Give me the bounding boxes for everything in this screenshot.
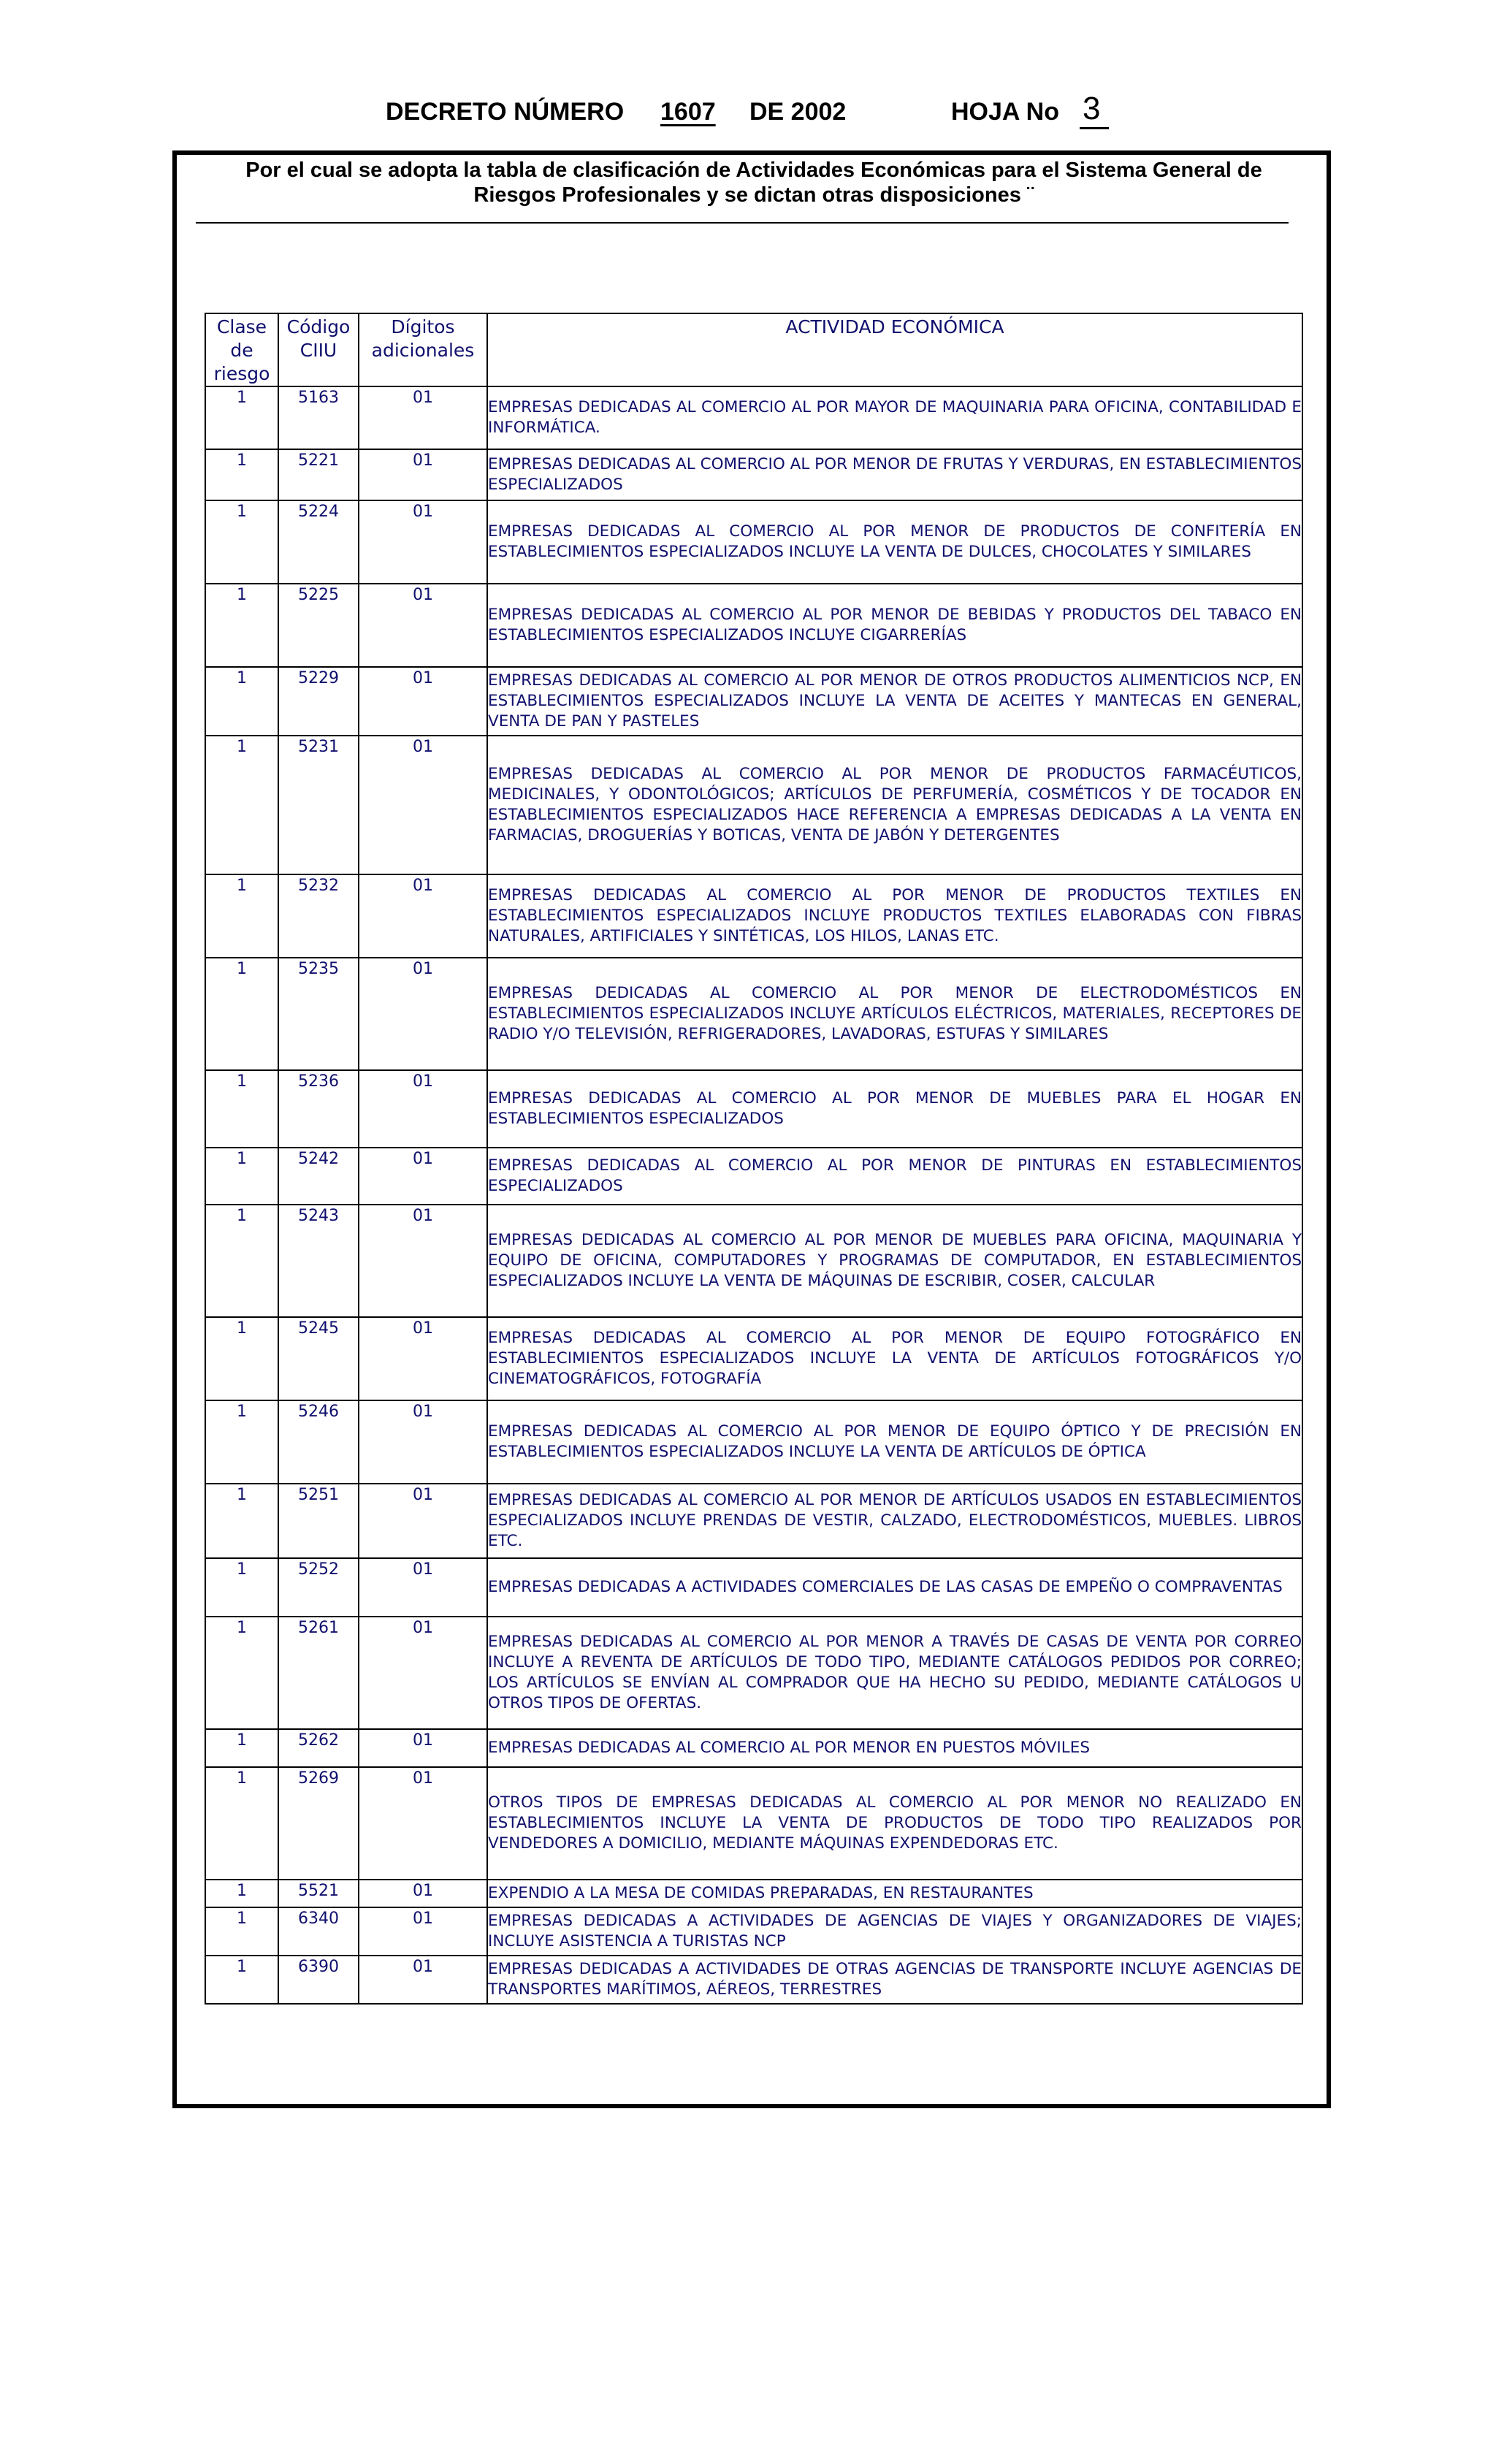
- table-row: [205, 667, 1302, 736]
- cell-actividad: EMPRESAS DEDICADAS AL COMERCIO AL POR MENOR DE BEBIDAS Y PRODUCTOS DEL TABACO EN ESTABLECIMIENTOS ESPECIALIZADOS INCLUYE CIGARRERÍAS: [487, 584, 1302, 667]
- cell-codigo: 5246: [278, 1400, 359, 1484]
- table-row: [205, 1484, 1302, 1558]
- table-row: [205, 958, 1302, 1070]
- cell-digitos: 01: [359, 1400, 487, 1484]
- cell-actividad: EMPRESAS DEDICADAS AL COMERCIO AL POR MENOR A TRAVÉS DE CASAS DE VENTA POR CORREO INCLUYE A REVENTA DE ARTÍCULOS DE TODO TIPO, MEDIANTE CATÁLOGOS PEDIDOS POR CORREO; LOS ARTÍCULOS SE ENVÍAN AL COMPRADOR QUE HA HECHO SU PEDIDO, MEDIANTE CATÁLOGOS U OTROS TIPOS DE OFERTAS.: [487, 1617, 1302, 1729]
- cell-clase: 1: [205, 1729, 278, 1767]
- table-row: [205, 1956, 1302, 2004]
- cell-digitos: 01: [359, 667, 487, 736]
- cell-actividad: EMPRESAS DEDICADAS AL COMERCIO AL POR MENOR DE MUEBLES PARA OFICINA, MAQUINARIA Y EQUIPO DE OFICINA, COMPUTADORES Y PROGRAMAS DE COMPUTADOR, EN ESTABLECIMIENTOS ESPECIALIZADOS INCLUYE LA VENTA DE MÁQUINAS DE ESCRIBIR, COSER, CALCULAR: [487, 1205, 1302, 1317]
- cell-digitos: 01: [359, 1767, 487, 1880]
- cell-codigo: 5262: [278, 1729, 359, 1767]
- cell-actividad: OTROS TIPOS DE EMPRESAS DEDICADAS AL COMERCIO AL POR MENOR NO REALIZADO EN ESTABLECIMIENTOS INCLUYE LA VENTA DE PRODUCTOS DE TODO TIPO REALIZADOS POR VENDEDORES A DOMICILIO, MEDIANTE MÁQUINAS EXPENDEDORAS ETC.: [487, 1767, 1302, 1880]
- cell-digitos: 01: [359, 500, 487, 584]
- cell-digitos: 01: [359, 736, 487, 874]
- cell-digitos: 01: [359, 1729, 487, 1767]
- cell-digitos: 01: [359, 1880, 487, 1907]
- cell-clase: 1: [205, 1205, 278, 1317]
- cell-digitos: 01: [359, 874, 487, 958]
- cell-actividad: EMPRESAS DEDICADAS AL COMERCIO AL POR MAYOR DE MAQUINARIA PARA OFICINA, CONTABILIDAD E INFORMÁTICA.: [487, 386, 1302, 449]
- table-body: [205, 386, 1302, 2004]
- cell-codigo: 5242: [278, 1148, 359, 1205]
- cell-actividad: EMPRESAS DEDICADAS A ACTIVIDADES COMERCIALES DE LAS CASAS DE EMPEÑO O COMPRAVENTAS: [487, 1558, 1302, 1617]
- cell-codigo: 5261: [278, 1617, 359, 1729]
- cell-actividad: EMPRESAS DEDICADAS AL COMERCIO AL POR MENOR EN PUESTOS MÓVILES: [487, 1729, 1302, 1767]
- table-row: [205, 1880, 1302, 1907]
- table-header-row: [205, 313, 1302, 386]
- cell-actividad: EMPRESAS DEDICADAS A ACTIVIDADES DE OTRAS AGENCIAS DE TRANSPORTE INCLUYE AGENCIAS DE TRANSPORTES MARÍTIMOS, AÉREOS, TERRESTRES: [487, 1956, 1302, 2004]
- col-header-codigo: Código CIIU: [278, 313, 359, 386]
- hoja-number: 3: [1083, 91, 1101, 126]
- cell-codigo: 5521: [278, 1880, 359, 1907]
- decreto-number: 1607: [660, 98, 716, 126]
- cell-codigo: 5229: [278, 667, 359, 736]
- cell-clase: 1: [205, 1880, 278, 1907]
- cell-codigo: 5235: [278, 958, 359, 1070]
- cell-codigo: 5163: [278, 386, 359, 449]
- cell-clase: 1: [205, 667, 278, 736]
- document-header: [0, 86, 1496, 137]
- cell-actividad: EMPRESAS DEDICADAS A ACTIVIDADES DE AGENCIAS DE VIAJES Y ORGANIZADORES DE VIAJES; INCLUYE ASISTENCIA A TURISTAS NCP: [487, 1907, 1302, 1956]
- document-subtitle: Por el cual se adopta la tabla de clasificación de Actividades Económicas para el Sistema General de Riesgos Profesionales y se dictan otras disposiciones ¨: [245, 159, 1262, 207]
- cell-codigo: 5245: [278, 1317, 359, 1400]
- cell-actividad: EMPRESAS DEDICADAS AL COMERCIO AL POR MENOR DE MUEBLES PARA EL HOGAR EN ESTABLECIMIENTOS ESPECIALIZADOS: [487, 1070, 1302, 1148]
- cell-digitos: 01: [359, 449, 487, 500]
- decreto-year: DE 2002: [749, 98, 847, 126]
- cell-clase: 1: [205, 958, 278, 1070]
- cell-clase: 1: [205, 1956, 278, 2004]
- cell-actividad: EMPRESAS DEDICADAS AL COMERCIO AL POR MENOR DE ELECTRODOMÉSTICOS EN ESTABLECIMIENTOS ESPECIALIZADOS INCLUYE ARTÍCULOS ELÉCTRICOS, MATERIALES, RECEPTORES DE RADIO Y/O TELEVISIÓN, REFRIGERADORES, LAVADORAS, ESTUFAS Y SIMILARES: [487, 958, 1302, 1070]
- cell-actividad: EMPRESAS DEDICADAS AL COMERCIO AL POR MENOR DE PRODUCTOS TEXTILES EN ESTABLECIMIENTOS ESPECIALIZADOS INCLUYE PRODUCTOS TEXTILES ELABORADAS CON FIBRAS NATURALES, ARTIFICIALES Y SINTÉTICAS, LOS HILOS, LANAS ETC.: [487, 874, 1302, 958]
- cell-clase: 1: [205, 1400, 278, 1484]
- table-row: [205, 1907, 1302, 1956]
- subtitle-divider: [196, 222, 1289, 224]
- cell-actividad: EMPRESAS DEDICADAS AL COMERCIO AL POR MENOR DE PINTURAS EN ESTABLECIMIENTOS ESPECIALIZADOS: [487, 1148, 1302, 1205]
- cell-clase: 1: [205, 1767, 278, 1880]
- table-row: [205, 1558, 1302, 1617]
- table-row: [205, 500, 1302, 584]
- cell-digitos: 01: [359, 1956, 487, 2004]
- cell-codigo: 5232: [278, 874, 359, 958]
- cell-codigo: 5225: [278, 584, 359, 667]
- cell-codigo: 5243: [278, 1205, 359, 1317]
- cell-codigo: 5231: [278, 736, 359, 874]
- table-row: [205, 736, 1302, 874]
- cell-clase: 1: [205, 449, 278, 500]
- cell-actividad: EXPENDIO A LA MESA DE COMIDAS PREPARADAS, EN RESTAURANTES: [487, 1880, 1302, 1907]
- cell-codigo: 5269: [278, 1767, 359, 1880]
- cell-clase: 1: [205, 584, 278, 667]
- activity-table: [205, 313, 1303, 2005]
- table-row: [205, 1070, 1302, 1148]
- cell-codigo: 5221: [278, 449, 359, 500]
- table-row: [205, 1317, 1302, 1400]
- table-row: [205, 1400, 1302, 1484]
- cell-codigo: 5236: [278, 1070, 359, 1148]
- cell-digitos: 01: [359, 1558, 487, 1617]
- cell-actividad: EMPRESAS DEDICADAS AL COMERCIO AL POR MENOR DE FRUTAS Y VERDURAS, EN ESTABLECIMIENTOS ESPECIALIZADOS: [487, 449, 1302, 500]
- table-row: [205, 584, 1302, 667]
- cell-digitos: 01: [359, 386, 487, 449]
- col-header-clase: Clase de riesgo: [205, 313, 278, 386]
- cell-actividad: EMPRESAS DEDICADAS AL COMERCIO AL POR MENOR DE OTROS PRODUCTOS ALIMENTICIOS NCP, EN ESTABLECIMIENTOS ESPECIALIZADOS INCLUYE LA VENTA DE ACEITES Y MANTECAS EN GENERAL, VENTA DE PAN Y PASTELES: [487, 667, 1302, 736]
- cell-clase: 1: [205, 1617, 278, 1729]
- cell-digitos: 01: [359, 958, 487, 1070]
- table-row: [205, 1767, 1302, 1880]
- hoja-underline: [1080, 127, 1109, 129]
- cell-digitos: 01: [359, 1205, 487, 1317]
- activity-table-container: [205, 313, 1302, 2005]
- cell-actividad: EMPRESAS DEDICADAS AL COMERCIO AL POR MENOR DE EQUIPO ÓPTICO Y DE PRECISIÓN EN ESTABLECIMIENTOS ESPECIALIZADOS INCLUYE LA VENTA DE ARTÍCULOS DE ÓPTICA: [487, 1400, 1302, 1484]
- hoja-label: HOJA No: [951, 98, 1059, 126]
- cell-clase: 1: [205, 874, 278, 958]
- cell-digitos: 01: [359, 1317, 487, 1400]
- cell-clase: 1: [205, 1907, 278, 1956]
- cell-codigo: 5251: [278, 1484, 359, 1558]
- cell-clase: 1: [205, 1148, 278, 1205]
- cell-codigo: 6340: [278, 1907, 359, 1956]
- cell-clase: 1: [205, 386, 278, 449]
- cell-clase: 1: [205, 1317, 278, 1400]
- cell-digitos: 01: [359, 1484, 487, 1558]
- col-header-actividad: ACTIVIDAD ECONÓMICA: [487, 313, 1302, 386]
- cell-codigo: 5252: [278, 1558, 359, 1617]
- cell-clase: 1: [205, 1558, 278, 1617]
- table-row: [205, 874, 1302, 958]
- cell-digitos: 01: [359, 1148, 487, 1205]
- cell-actividad: EMPRESAS DEDICADAS AL COMERCIO AL POR MENOR DE PRODUCTOS DE CONFITERÍA EN ESTABLECIMIENTOS ESPECIALIZADOS INCLUYE LA VENTA DE DULCES, CHOCOLATES Y SIMILARES: [487, 500, 1302, 584]
- table-row: [205, 1205, 1302, 1317]
- cell-digitos: 01: [359, 1907, 487, 1956]
- cell-digitos: 01: [359, 1617, 487, 1729]
- cell-clase: 1: [205, 1484, 278, 1558]
- cell-codigo: 6390: [278, 1956, 359, 2004]
- cell-clase: 1: [205, 500, 278, 584]
- table-row: [205, 1148, 1302, 1205]
- decreto-label: DECRETO NÚMERO: [386, 98, 625, 126]
- table-row: [205, 1617, 1302, 1729]
- cell-actividad: EMPRESAS DEDICADAS AL COMERCIO AL POR MENOR DE PRODUCTOS FARMACÉUTICOS, MEDICINALES, Y ODONTOLÓGICOS; ARTÍCULOS DE PERFUMERÍA, COSMÉTICOS Y DE TOCADOR EN ESTABLECIMIENTOS ESPECIALIZADOS HACE REFERENCIA A EMPRESAS DEDICADAS A LA VENTA EN FARMACIAS, DROGUERÍAS Y BOTICAS, VENTA DE JABÓN Y DETERGENTES: [487, 736, 1302, 874]
- table-row: [205, 449, 1302, 500]
- cell-clase: 1: [205, 1070, 278, 1148]
- cell-digitos: 01: [359, 584, 487, 667]
- cell-digitos: 01: [359, 1070, 487, 1148]
- cell-clase: 1: [205, 736, 278, 874]
- col-header-digitos: Dígitos adicionales: [359, 313, 487, 386]
- cell-codigo: 5224: [278, 500, 359, 584]
- table-row: [205, 1729, 1302, 1767]
- cell-actividad: EMPRESAS DEDICADAS AL COMERCIO AL POR MENOR DE EQUIPO FOTOGRÁFICO EN ESTABLECIMIENTOS ESPECIALIZADOS INCLUYE LA VENTA DE ARTÍCULOS FOTOGRÁFICOS Y/O CINEMATOGRÁFICOS, FOTOGRAFÍA: [487, 1317, 1302, 1400]
- table-row: [205, 386, 1302, 449]
- cell-actividad: EMPRESAS DEDICADAS AL COMERCIO AL POR MENOR DE ARTÍCULOS USADOS EN ESTABLECIMIENTOS ESPECIALIZADOS INCLUYE PRENDAS DE VESTIR, CALZADO, ELECTRODOMÉSTICOS, MUEBLES. LIBROS ETC.: [487, 1484, 1302, 1558]
